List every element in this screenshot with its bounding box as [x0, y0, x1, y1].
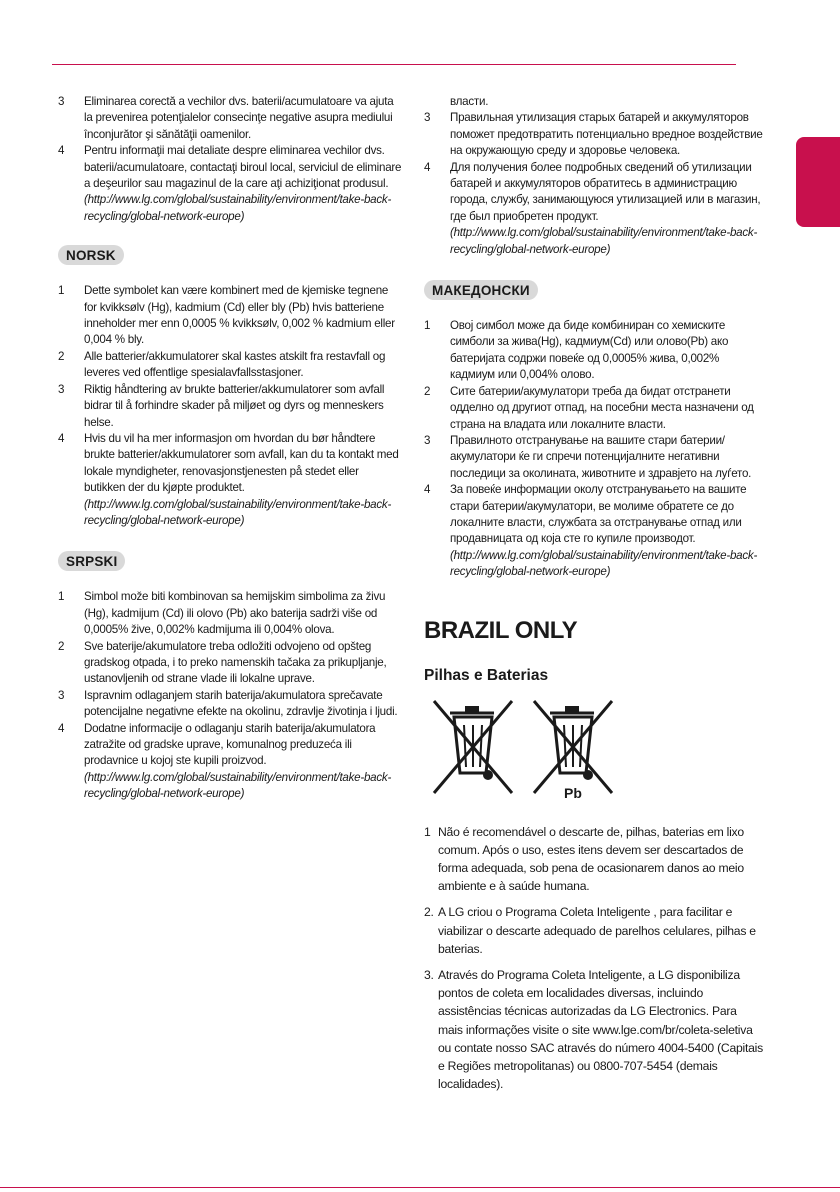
lg-recycling-link[interactable]: (http://www.lg.com/global/sustainability/environment/take-back-recycling/global-network-europe): [450, 548, 758, 579]
macedonian-section: [424, 318, 764, 581]
lg-recycling-link[interactable]: (http://www.lg.com/global/sustainability/environment/take-back-recycling/global-network-europe): [84, 770, 392, 801]
list-item: 3. Através do Programa Coleta Inteligente, a LG disponibiliza pontos de coleta em localidades diversas, incluindo assistências técnicas autorizadas da LG Electronics. Para mais informações visite o site www.lge.com/br/coleta-seletiva ou contate nosso SAC através do número 4004-5400 (Capitais e Regiões metropolitanas) ou 0800-707-5454 (demais localidades).: [424, 967, 763, 1092]
list-item: 3 Правильная утилизация старых батарей и аккумуляторов поможет предотвратить потенциально вредное воздействие на окружающую среду и здоровье человека.: [424, 111, 763, 158]
list-item: 3 Eliminarea corectă a vechilor dvs. baterii/acumulatoare va ajuta la prevenirea potenţialelor consecinţe negative asupra mediului înconjurător şi sănătăţii oamenilor.: [58, 95, 394, 141]
list-item: 1 Dette symbolet kan være kombinert med de kjemiske tegnene for kvikksølv (Hg), kadmium (Cd) eller bly (Pb) hvis batteriene inneholder mer enn 0,0005 % kvikksølv, 0,002 % kadmium eller 0,004 % bly.: [58, 284, 395, 347]
list-item: 1 Simbol može biti kombinovan sa hemijskim simbolima za živu (Hg), kadmijum (Cd) ili olovo (Pb) ako baterija sadrži više od 0,0005% žive, 0,002% kadmijuma ili 0,004% olova.: [58, 590, 386, 637]
list-item: 2. A LG criou o Programa Coleta Inteligente , para facilitar e viabilizar o descarte adequado de parelhos celulares, pilhas e baterias.: [424, 905, 756, 956]
list-item: 4 Для получения более подробных сведений об утилизации батарей и аккумуляторов обратитесь в администрацию города, службу, занимающуюся утилизацией или в магазин, где был приобретен продукт. (http://www.lg.com/global/sustainability/environment/take-back-recycling/global-network-europe): [424, 160, 761, 256]
footer-rule: [0, 1187, 840, 1188]
list-item: 4 Dodatne informacije o odlaganju starih baterija/akumulatora zatražite od gradske uprave, komunalnog preduzeća ili prodavnice u kojoj ste kupili proizvod. (http://www.lg.com/global/sustainability/environment/take-back-recycling/global-network-europe): [58, 721, 392, 801]
lg-recycling-link[interactable]: (http://www.lg.com/global/sustainability/environment/take-back-recycling/global-network-europe): [84, 193, 392, 223]
brazil-only-heading: BRAZIL ONLY: [424, 616, 578, 644]
list-item: 2 Сите батерии/акумулатори треба да бидат отстранети одделно од другиот отпад, на посебни места назначени од страна на владата или локалните власти.: [424, 384, 754, 431]
disposal-symbols: [424, 695, 764, 805]
norsk-section: [58, 283, 402, 529]
crossed-bin-icon-1: [434, 701, 512, 793]
left-column: [58, 94, 402, 803]
lg-recycling-link[interactable]: (http://www.lg.com/global/sustainability/environment/take-back-recycling/global-network-europe): [450, 226, 758, 256]
pb-label: Pb: [564, 784, 582, 801]
continuation-text: власти.: [450, 95, 489, 108]
list-item: 3 Ispravnim odlaganjem starih baterija/akumulatora sprečavate potencijalne negativne efekte na okolinu, zdravlje životinja i ljudi.: [58, 688, 398, 719]
list-item: 3 Riktig håndtering av brukte batterier/akkumulatorer som avfall bidrar til å forhindre skader på miljøet og dyrs og menneskers helse.: [58, 382, 385, 429]
list-item: 2 Sve baterije/akumulatore treba odložiti odvojeno od opšteg gradskog otpada, i to preko namenskih tačaka za prikupljanje, ustanovljenih od strane vlade ili lokalne uprave.: [58, 639, 387, 686]
header-rule: [52, 64, 736, 65]
romanian-section: [58, 94, 402, 225]
crossed-bin-icon: [424, 695, 624, 805]
lg-recycling-link[interactable]: (http://www.lg.com/global/sustainability/environment/take-back-recycling/global-network-europe): [84, 497, 392, 527]
brazil-section: [424, 823, 764, 1094]
crossed-bin-icon-2: [534, 701, 612, 793]
list-item: 3 Правилното отстранување на вашите стари батерии/ акумулатори ќе ги спречи потенцијалните негативни последици за околината, животните и здравјето на луѓето.: [424, 433, 752, 480]
russian-section: [424, 94, 764, 258]
right-column: [424, 94, 764, 1093]
section-heading-macedonian: МАКЕДОНСКИ: [424, 280, 538, 300]
language-side-tab: [796, 137, 840, 227]
section-heading-norsk: NORSK: [58, 245, 124, 265]
list-item: 4 Hvis du vil ha mer informasjon om hvordan du bør håndtere brukte batterier/akkumulatorer som avfall, kan du ta kontakt med lokale myndigheter, renovasjonstjenesten på stedet eller butikken der du kjøpte produktet. (http://www.lg.com/global/sustainability/environment/take-back-recycling/global-network-europe): [58, 431, 399, 527]
list-item: 4 За повеќе информации околу отстранувањето на вашите стари батерии/акумулатори, ве молиме обратете се до локалните власти, службата за отстранување отпад или продавницата од која сте го купиле производот. (http://www.lg.com/global/sustainability/environment/take-back-recycling/global-network-europe): [424, 483, 758, 579]
section-heading-srpski: SRPSKI: [58, 551, 125, 571]
pilhas-subheading: Pilhas e Baterias: [424, 666, 549, 684]
srpski-section: [58, 589, 402, 802]
list-item: 2 Alle batterier/akkumulatorer skal kastes atskilt fra restavfall og leveres ved offentlige spesialavfallsstasjoner.: [58, 349, 386, 380]
list-item: 1 Não é recomendável o descarte de, pilhas, baterias em lixo comum. Após o uso, estes itens devem ser descartados de forma adequada, sob pena de ocasionarem danos ao meio ambiente e à saúde humana.: [424, 824, 744, 894]
list-item: 4 Pentru informaţii mai detaliate despre eliminarea vechilor dvs. baterii/acumulatoare, contactaţi biroul local, serviciul de eliminare a deşeurilor sau magazinul de la care aţi achiziţionat produsul. (http://www.lg.com/global/sustainability/environment/take-back-recycling/global-network-europe): [58, 144, 402, 223]
list-item: 1 Овој симбол може да биде комбиниран со хемиските симболи за жива(Hg), кадмиум(Cd) или олово(Pb) ако батеријата содржи повеќе од 0,0005% жива, 0,002% кадмиум или 0,004% олово.: [424, 319, 729, 382]
